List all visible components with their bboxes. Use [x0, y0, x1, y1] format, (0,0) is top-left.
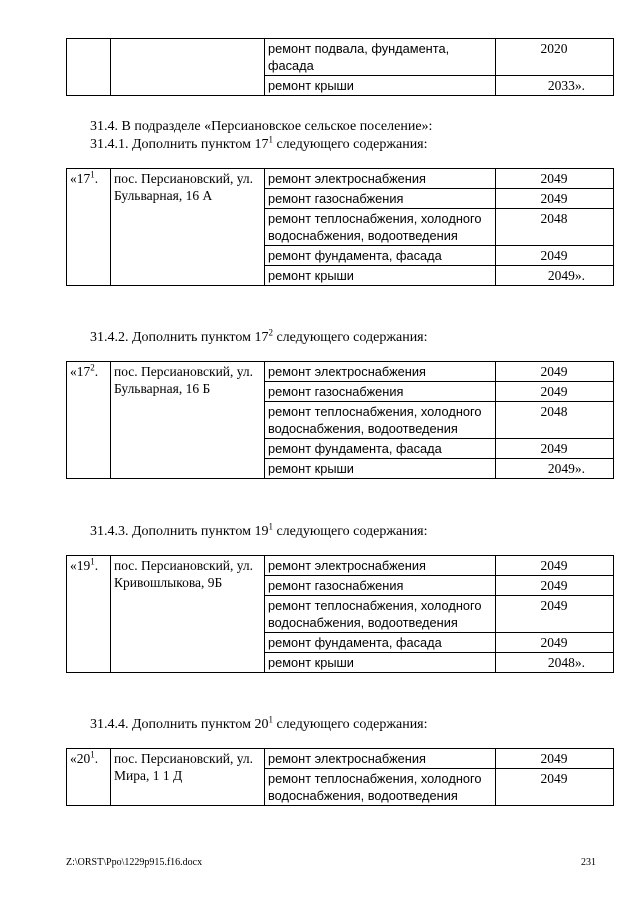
paragraph-text: 31.4.3. Дополнить пунктом 19 — [90, 524, 269, 539]
number-cell: «$17^2$. — [67, 362, 111, 479]
table-row — [67, 169, 614, 189]
year-cell: 2049 — [496, 246, 614, 266]
year-cell: 2049 — [496, 382, 614, 402]
table-item-17-1 — [66, 168, 614, 286]
work-cell: ремонт фундамента, фасада — [265, 633, 496, 653]
table-row — [67, 39, 614, 76]
work-cell: ремонт газоснабжения — [265, 576, 496, 596]
number-cell: «$20^1$. — [67, 749, 111, 806]
work-cell: ремонт теплоснабжения, холодного водоснабжения, водоотведения — [265, 596, 496, 633]
year-cell: 2033». — [496, 76, 614, 96]
work-cell: ремонт газоснабжения — [265, 189, 496, 209]
table-row — [67, 362, 614, 382]
paragraph-31-4: 31.4. В подразделе «Персиановское сельское поселение»: — [90, 119, 433, 134]
superscript: 1 — [268, 714, 273, 725]
paragraph-31-4-2 — [90, 329, 428, 346]
paragraph-31-4-1 — [90, 136, 428, 153]
superscript: 1 — [268, 134, 273, 145]
table-row — [67, 556, 614, 576]
paragraph-31-4-4 — [90, 716, 428, 733]
work-cell: ремонт крыши — [265, 459, 496, 479]
address-cell: пос. Персиановский, ул. Бульварная, 16 А — [111, 169, 265, 286]
address-cell — [111, 39, 265, 96]
work-cell: ремонт теплоснабжения, холодного водоснабжения, водоотведения — [265, 402, 496, 439]
paragraph-text: следующего содержания: — [272, 330, 428, 345]
year-cell: 2049 — [496, 189, 614, 209]
work-cell: ремонт крыши — [265, 653, 496, 673]
number-cell: «$19^1$. — [67, 556, 111, 673]
work-cell: ремонт электроснабжения — [265, 362, 496, 382]
paragraph-text: следующего содержания: — [272, 137, 428, 152]
year-cell: 2049 — [496, 362, 614, 382]
year-cell: 2049 — [496, 749, 614, 769]
year-cell: 2020 — [496, 39, 614, 76]
year-cell: 2049 — [496, 769, 614, 806]
year-cell: 2049 — [496, 576, 614, 596]
superscript: 2 — [268, 327, 273, 338]
table-item-20-1 — [66, 748, 614, 806]
table-item-19-1 — [66, 555, 614, 673]
work-cell: ремонт фундамента, фасада — [265, 246, 496, 266]
address-cell: пос. Персиановский, ул. Кривошлыкова, 9Б — [111, 556, 265, 673]
year-cell: 2049 — [496, 633, 614, 653]
work-cell: ремонт фундамента, фасада — [265, 439, 496, 459]
paragraph-text: 31.4.1. Дополнить пунктом 17 — [90, 137, 269, 152]
year-cell: 2048 — [496, 209, 614, 246]
paragraph-31-4-3 — [90, 523, 428, 540]
paragraph-text: следующего содержания: — [272, 717, 428, 732]
work-cell: ремонт электроснабжения — [265, 169, 496, 189]
work-cell: ремонт электроснабжения — [265, 556, 496, 576]
year-cell: 2049». — [496, 266, 614, 286]
year-cell: 2048 — [496, 402, 614, 439]
year-cell: 2048». — [496, 653, 614, 673]
number-cell: «$17^1$. — [67, 169, 111, 286]
paragraph-text: 31.4.4. Дополнить пунктом 20 — [90, 717, 269, 732]
work-cell: ремонт крыши — [265, 266, 496, 286]
work-cell: ремонт крыши — [265, 76, 496, 96]
number-cell — [67, 39, 111, 96]
address-cell: пос. Персиановский, ул. Мира, 1 1 Д — [111, 749, 265, 806]
address-cell: пос. Персиановский, ул. Бульварная, 16 Б — [111, 362, 265, 479]
paragraph-text: следующего содержания: — [272, 524, 428, 539]
year-cell: 2049 — [496, 169, 614, 189]
footer-page-number: 231 — [581, 857, 596, 868]
year-cell: 2049 — [496, 556, 614, 576]
table-top-continuation — [66, 38, 614, 96]
superscript: 1 — [268, 521, 273, 532]
year-cell: 2049 — [496, 596, 614, 633]
work-cell: ремонт электроснабжения — [265, 749, 496, 769]
footer-file-path: Z:\ORST\Ppo\1229p915.f16.docx — [66, 857, 203, 868]
year-cell: 2049 — [496, 439, 614, 459]
paragraph-text: 31.4.2. Дополнить пунктом 17 — [90, 330, 269, 345]
table-row — [67, 749, 614, 769]
work-cell: ремонт подвала, фундамента, фасада — [265, 39, 496, 76]
work-cell: ремонт газоснабжения — [265, 382, 496, 402]
work-cell: ремонт теплоснабжения, холодного водоснабжения, водоотведения — [265, 209, 496, 246]
table-item-17-2 — [66, 361, 614, 479]
work-cell: ремонт теплоснабжения, холодного водоснабжения, водоотведения — [265, 769, 496, 806]
year-cell: 2049». — [496, 459, 614, 479]
